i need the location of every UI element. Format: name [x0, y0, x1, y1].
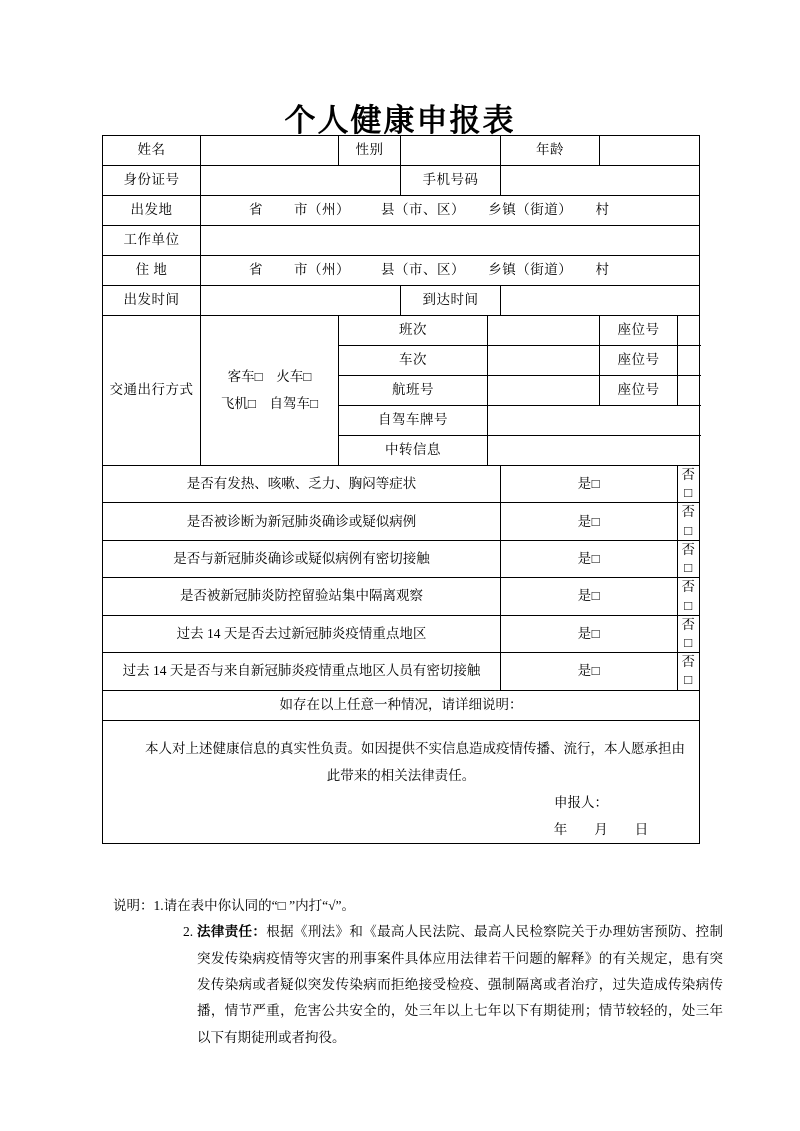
transport-mode-checkboxes[interactable]: [201, 316, 339, 466]
field-name[interactable]: [201, 136, 339, 166]
note-item-1: [113, 893, 723, 919]
question-4-no-checkbox[interactable]: 否□: [678, 578, 700, 615]
field-origin[interactable]: [201, 196, 700, 226]
label-residence: 住 地: [103, 256, 201, 286]
question-4-yes-checkbox[interactable]: 是□: [501, 578, 678, 615]
question-text-6: 过去 14 天是否与来自新冠肺炎疫情重点地区人员有密切接触: [103, 653, 501, 690]
question-text-4: 是否被新冠肺炎防控留验站集中隔离观察: [103, 578, 501, 615]
field-license-plate[interactable]: [488, 406, 700, 436]
declaration-line-2: 此带来的相关法律责任。: [326, 767, 476, 783]
field-residence[interactable]: [201, 256, 700, 286]
field-flight-number[interactable]: [488, 376, 600, 406]
question-2-no-checkbox[interactable]: 否□: [678, 503, 700, 540]
residence-address-parts: 省 市（州） 县（市、区） 乡镇（街道） 村: [249, 262, 610, 278]
table-row-explanation: [103, 690, 700, 720]
page-title: 个人健康申报表: [284, 103, 516, 138]
table-row-id: [103, 166, 700, 196]
table-row-name: [103, 136, 700, 166]
table-row-times: [103, 286, 700, 316]
question-text-1: 是否有发热、咳嗽、乏力、胸闷等症状: [103, 466, 501, 503]
label-phone: 手机号码: [401, 166, 501, 196]
note-1-text: 请在表中你认同的“□ ”内打“√”。: [163, 898, 356, 913]
notes-prefix: 说明：: [113, 898, 154, 913]
label-age: 年龄: [501, 136, 600, 166]
table-row-transport-1: [103, 316, 700, 346]
label-seat-number-flight: 座位号: [600, 376, 678, 406]
table-row-question: [103, 653, 700, 690]
table-row-workplace: [103, 226, 700, 256]
note-2-text: 根据《刑法》和《最高人民法院、最高人民检察院关于办理妨害预防、控制突发传染病疫情等灾害的刑事案件具体应用法律若干问题的解释》的有关规定，患有突发传染病或者疑似突发传染病而拒绝接受检疫、强制隔离或者治疗，过失造成传染病传播，情节严重，危害公共安全的，处三年以上七年以下有期徒刑；情节较轻的，处三年以下有期徒刑或者拘役。: [197, 924, 724, 1045]
field-id-number[interactable]: [201, 166, 401, 196]
question-text-2: 是否被诊断为新冠肺炎确诊或疑似病例: [103, 503, 501, 540]
label-train-number: 车次: [339, 346, 488, 376]
table-row-origin: [103, 196, 700, 226]
table-row-question: [103, 578, 700, 615]
label-departure-time: 出发时间: [103, 286, 201, 316]
declaration-line-1: 本人对上述健康信息的真实性负责。如因提供不实信息造成疫情传播、流行，本人愿承担由: [145, 740, 685, 756]
question-text-5: 过去 14 天是否去过新冠肺炎疫情重点地区: [103, 615, 501, 652]
label-seat-number-train: 座位号: [600, 346, 678, 376]
question-1-no-checkbox[interactable]: 否□: [678, 466, 700, 503]
field-workplace[interactable]: [201, 226, 700, 256]
declaration-area: [103, 720, 700, 843]
question-2-yes-checkbox[interactable]: 是□: [501, 503, 678, 540]
question-text-3: 是否与新冠肺炎确诊或疑似病例有密切接触: [103, 540, 501, 577]
health-declaration-table: [102, 135, 700, 844]
label-transfer-info: 中转信息: [339, 436, 488, 466]
field-phone[interactable]: [501, 166, 700, 196]
question-1-yes-checkbox[interactable]: 是□: [501, 466, 678, 503]
note-2-number: 2.: [183, 924, 194, 940]
label-arrival-time: 到达时间: [401, 286, 501, 316]
note-item-2: [113, 919, 723, 1051]
question-5-no-checkbox[interactable]: 否□: [678, 615, 700, 652]
transport-modes-line-2: 飞机□ 自驾车□: [220, 395, 319, 411]
label-flight-number: 航班号: [339, 376, 488, 406]
footer-notes: [113, 893, 723, 1051]
field-seat-number-flight[interactable]: [678, 376, 700, 406]
table-row-question: [103, 615, 700, 652]
label-seat-number-bus: 座位号: [600, 316, 678, 346]
question-3-no-checkbox[interactable]: 否□: [678, 540, 700, 577]
label-bus-number: 班次: [339, 316, 488, 346]
table-row-question: [103, 466, 700, 503]
note-1-number: 1.: [153, 898, 164, 913]
transport-modes-line-1: 客车□ 火车□: [227, 369, 312, 385]
field-departure-time[interactable]: [201, 286, 401, 316]
field-transfer-info[interactable]: [488, 436, 700, 466]
label-name: 姓名: [103, 136, 201, 166]
question-6-no-checkbox[interactable]: 否□: [678, 653, 700, 690]
field-seat-number-bus[interactable]: [678, 316, 700, 346]
label-license-plate: 自驾车牌号: [339, 406, 488, 436]
field-seat-number-train[interactable]: [678, 346, 700, 376]
question-5-yes-checkbox[interactable]: 是□: [501, 615, 678, 652]
label-origin: 出发地: [103, 196, 201, 226]
field-gender[interactable]: [401, 136, 501, 166]
table-row-question: [103, 503, 700, 540]
question-6-yes-checkbox[interactable]: 是□: [501, 653, 678, 690]
explanation-prompt: 如存在以上任意一种情况，请详细说明：: [279, 697, 523, 713]
date-label[interactable]: 年 月 日: [553, 821, 649, 837]
field-bus-number[interactable]: [488, 316, 600, 346]
explanation-area[interactable]: [103, 690, 700, 720]
note-2-bold-label: 法律责任：: [197, 924, 267, 940]
field-train-number[interactable]: [488, 346, 600, 376]
field-arrival-time[interactable]: [501, 286, 700, 316]
question-3-yes-checkbox[interactable]: 是□: [501, 540, 678, 577]
label-workplace: 工作单位: [103, 226, 201, 256]
origin-address-parts: 省 市（州） 县（市、区） 乡镇（街道） 村: [249, 202, 610, 218]
table-row-residence: [103, 256, 700, 286]
label-gender: 性别: [339, 136, 401, 166]
table-row-question: [103, 540, 700, 577]
transport-label-text: 交通出行方式: [109, 382, 194, 398]
signature-label[interactable]: 申报人：: [554, 794, 608, 810]
table-row-declaration: [103, 720, 700, 843]
label-transport-mode: [103, 316, 201, 466]
field-age[interactable]: [600, 136, 700, 166]
label-id-number: 身份证号: [103, 166, 201, 196]
note-2-body: [183, 919, 723, 1051]
